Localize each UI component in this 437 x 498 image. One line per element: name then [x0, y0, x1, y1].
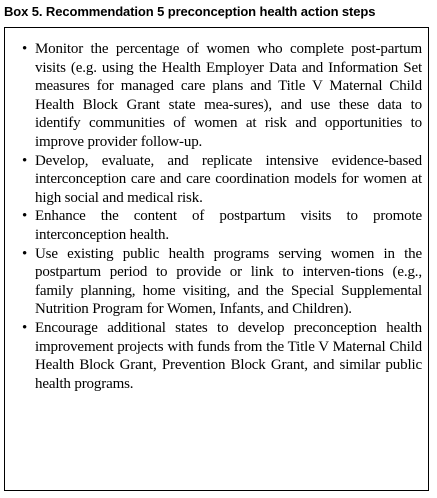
- bullet-icon: •: [22, 208, 28, 225]
- bullet-icon: •: [22, 152, 28, 169]
- action-step-item: [22, 245, 422, 319]
- bullet-icon: •: [22, 319, 28, 336]
- action-step-text: Use existing public health programs serving women in the postpartum period to provide or link to interven-tions (e.g., family planning, home visiting, and the Special Supplemental Nutrition Program for Women, Infants, and Children).: [35, 245, 422, 318]
- action-step-item: [22, 152, 422, 208]
- action-step-item: [22, 319, 422, 393]
- action-step-item: [22, 40, 422, 152]
- action-step-text: Develop, evaluate, and replicate intensive evidence-based interconception care and care coordination models for women at high social and medical risk.: [35, 152, 422, 206]
- action-step-item: [22, 207, 422, 244]
- action-step-text: Monitor the percentage of women who complete post-partum visits (e.g. using the Health Employer Data and Information Set measures for managed care plans and Title V Maternal Child Health Block Grant state mea-sures), and use these data to identify communities of women at risk and opportunities to improve provider follow-up.: [35, 41, 422, 150]
- box-title: Box 5. Recommendation 5 preconception health action steps: [4, 4, 376, 19]
- action-step-text: Enhance the content of postpartum visits to promote interconception health.: [35, 208, 422, 243]
- bullet-icon: •: [22, 245, 28, 262]
- action-steps-list: [22, 40, 422, 393]
- action-step-text: Encourage additional states to develop preconception health improvement projects with funds from the Title V Maternal Child Health Block Grant, Prevention Block Grant, and similar public health programs.: [35, 319, 422, 392]
- action-steps-box: [4, 27, 429, 491]
- bullet-icon: •: [22, 41, 28, 57]
